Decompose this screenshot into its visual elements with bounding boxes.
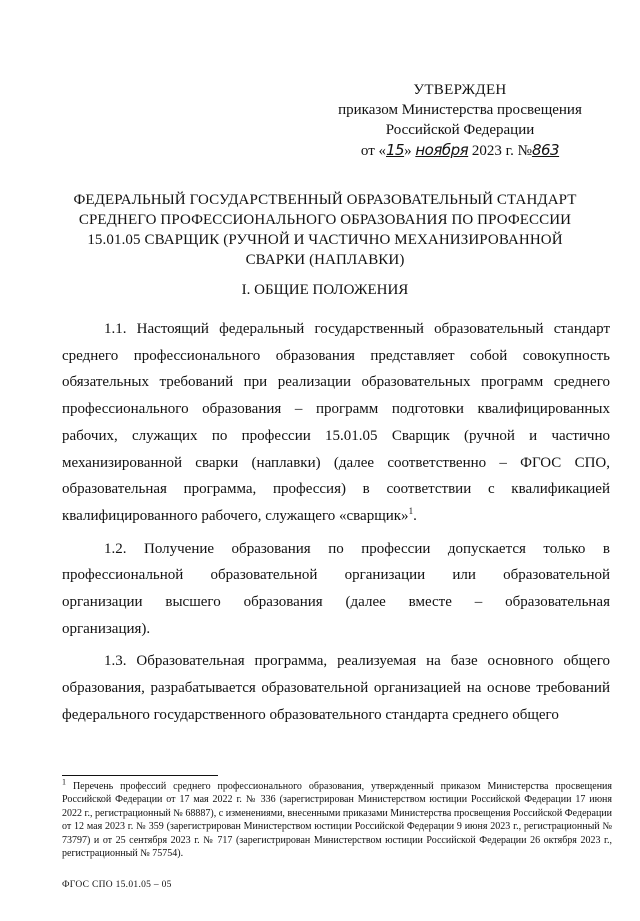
paragraph-1-1 [62,316,610,530]
section-heading: I. ОБЩИЕ ПОЛОЖЕНИЯ [241,282,409,298]
approval-ministry-line: Российской Федерации [385,122,535,138]
approval-date-line [330,140,590,161]
handwritten-month: ноября [415,141,469,159]
handwritten-number: 863 [531,141,560,159]
date-year: 2023 г. № [471,143,532,159]
date-prefix: от « [360,143,387,159]
paragraph-1-1-end: . [413,507,417,524]
footnote-mark: 1 [62,777,66,787]
approval-block [330,80,590,161]
footnote [62,777,612,860]
paragraph-1-3: 1.3. Образовательная программа, реализуемая на базе основного общего образования, разрабатывается образовательной организацией на основе требований федерального государственного образовательного стандарта среднего общего [62,653,610,723]
footnote-divider [62,775,218,776]
approval-order-line: приказом Министерства просвещения [338,102,582,118]
handwritten-day: 15 [386,141,405,159]
page-footer: ФГОС СПО 15.01.05 – 05 [62,880,172,890]
footnote-reference: 1 [408,505,414,516]
approval-title: УТВЕРЖДЕН [413,82,507,98]
date-mid: » [404,143,412,159]
document-title: ФЕДЕРАЛЬНЫЙ ГОСУДАРСТВЕННЫЙ ОБРАЗОВАТЕЛЬНЫЙ СТАНДАРТ СРЕДНЕГО ПРОФЕССИОНАЛЬНОГО ОБРАЗОВАНИЯ ПО ПРОФЕССИИ 15.01.05 СВАРЩИК (РУЧНОЙ И ЧАСТИЧНО МЕХАНИЗИРОВАННОЙ СВАРКИ (НАПЛАВКИ) [73,192,577,268]
paragraph-1-2: 1.2. Получение образования по профессии допускается только в профессиональной образовательной организации или образовательной организации высшего образования (далее вместе – образовательная организация). [62,540,610,637]
footnote-text: Перечень профессий среднего профессионального образования, утвержденный приказом Министерства просвещения Российской Федерации от 17 мая 2022 г. № 336 (зарегистрирован Министерством юстиции Российской Федерации 17 июня 2022 г., регистрационный № 68887), с изменениями, внесенными приказами Министерства просвещения Российской Федерации от 12 мая 2023 г. № 359 (зарегистрирован Министерством юстиции Российской Федерации 9 июня 2023 г., регистрационный № 73797) и от 25 сентября 2023 г. № 717 (зарегистрирован Министерством юстиции Российской Федерации 26 октября 2023 г., регистрационный № 75754). [62,781,612,860]
paragraph-1-1-text: 1.1. Настоящий федеральный государственный образовательный стандарт среднего профессионального образования представляет собой совокупность обязательных требований при реализации образовательных программ среднего профессионального образования – программ подготовки квалифицированных рабочих, служащих по профессии 15.01.05 Сварщик (ручной и частично механизированной сварки (наплавки) (далее соответственно – ФГОС СПО, образовательная программа, профессия) в соответствии с квалификацией квалифицированного рабочего, служащего «сварщик» [62,321,610,524]
body-text [62,316,610,735]
